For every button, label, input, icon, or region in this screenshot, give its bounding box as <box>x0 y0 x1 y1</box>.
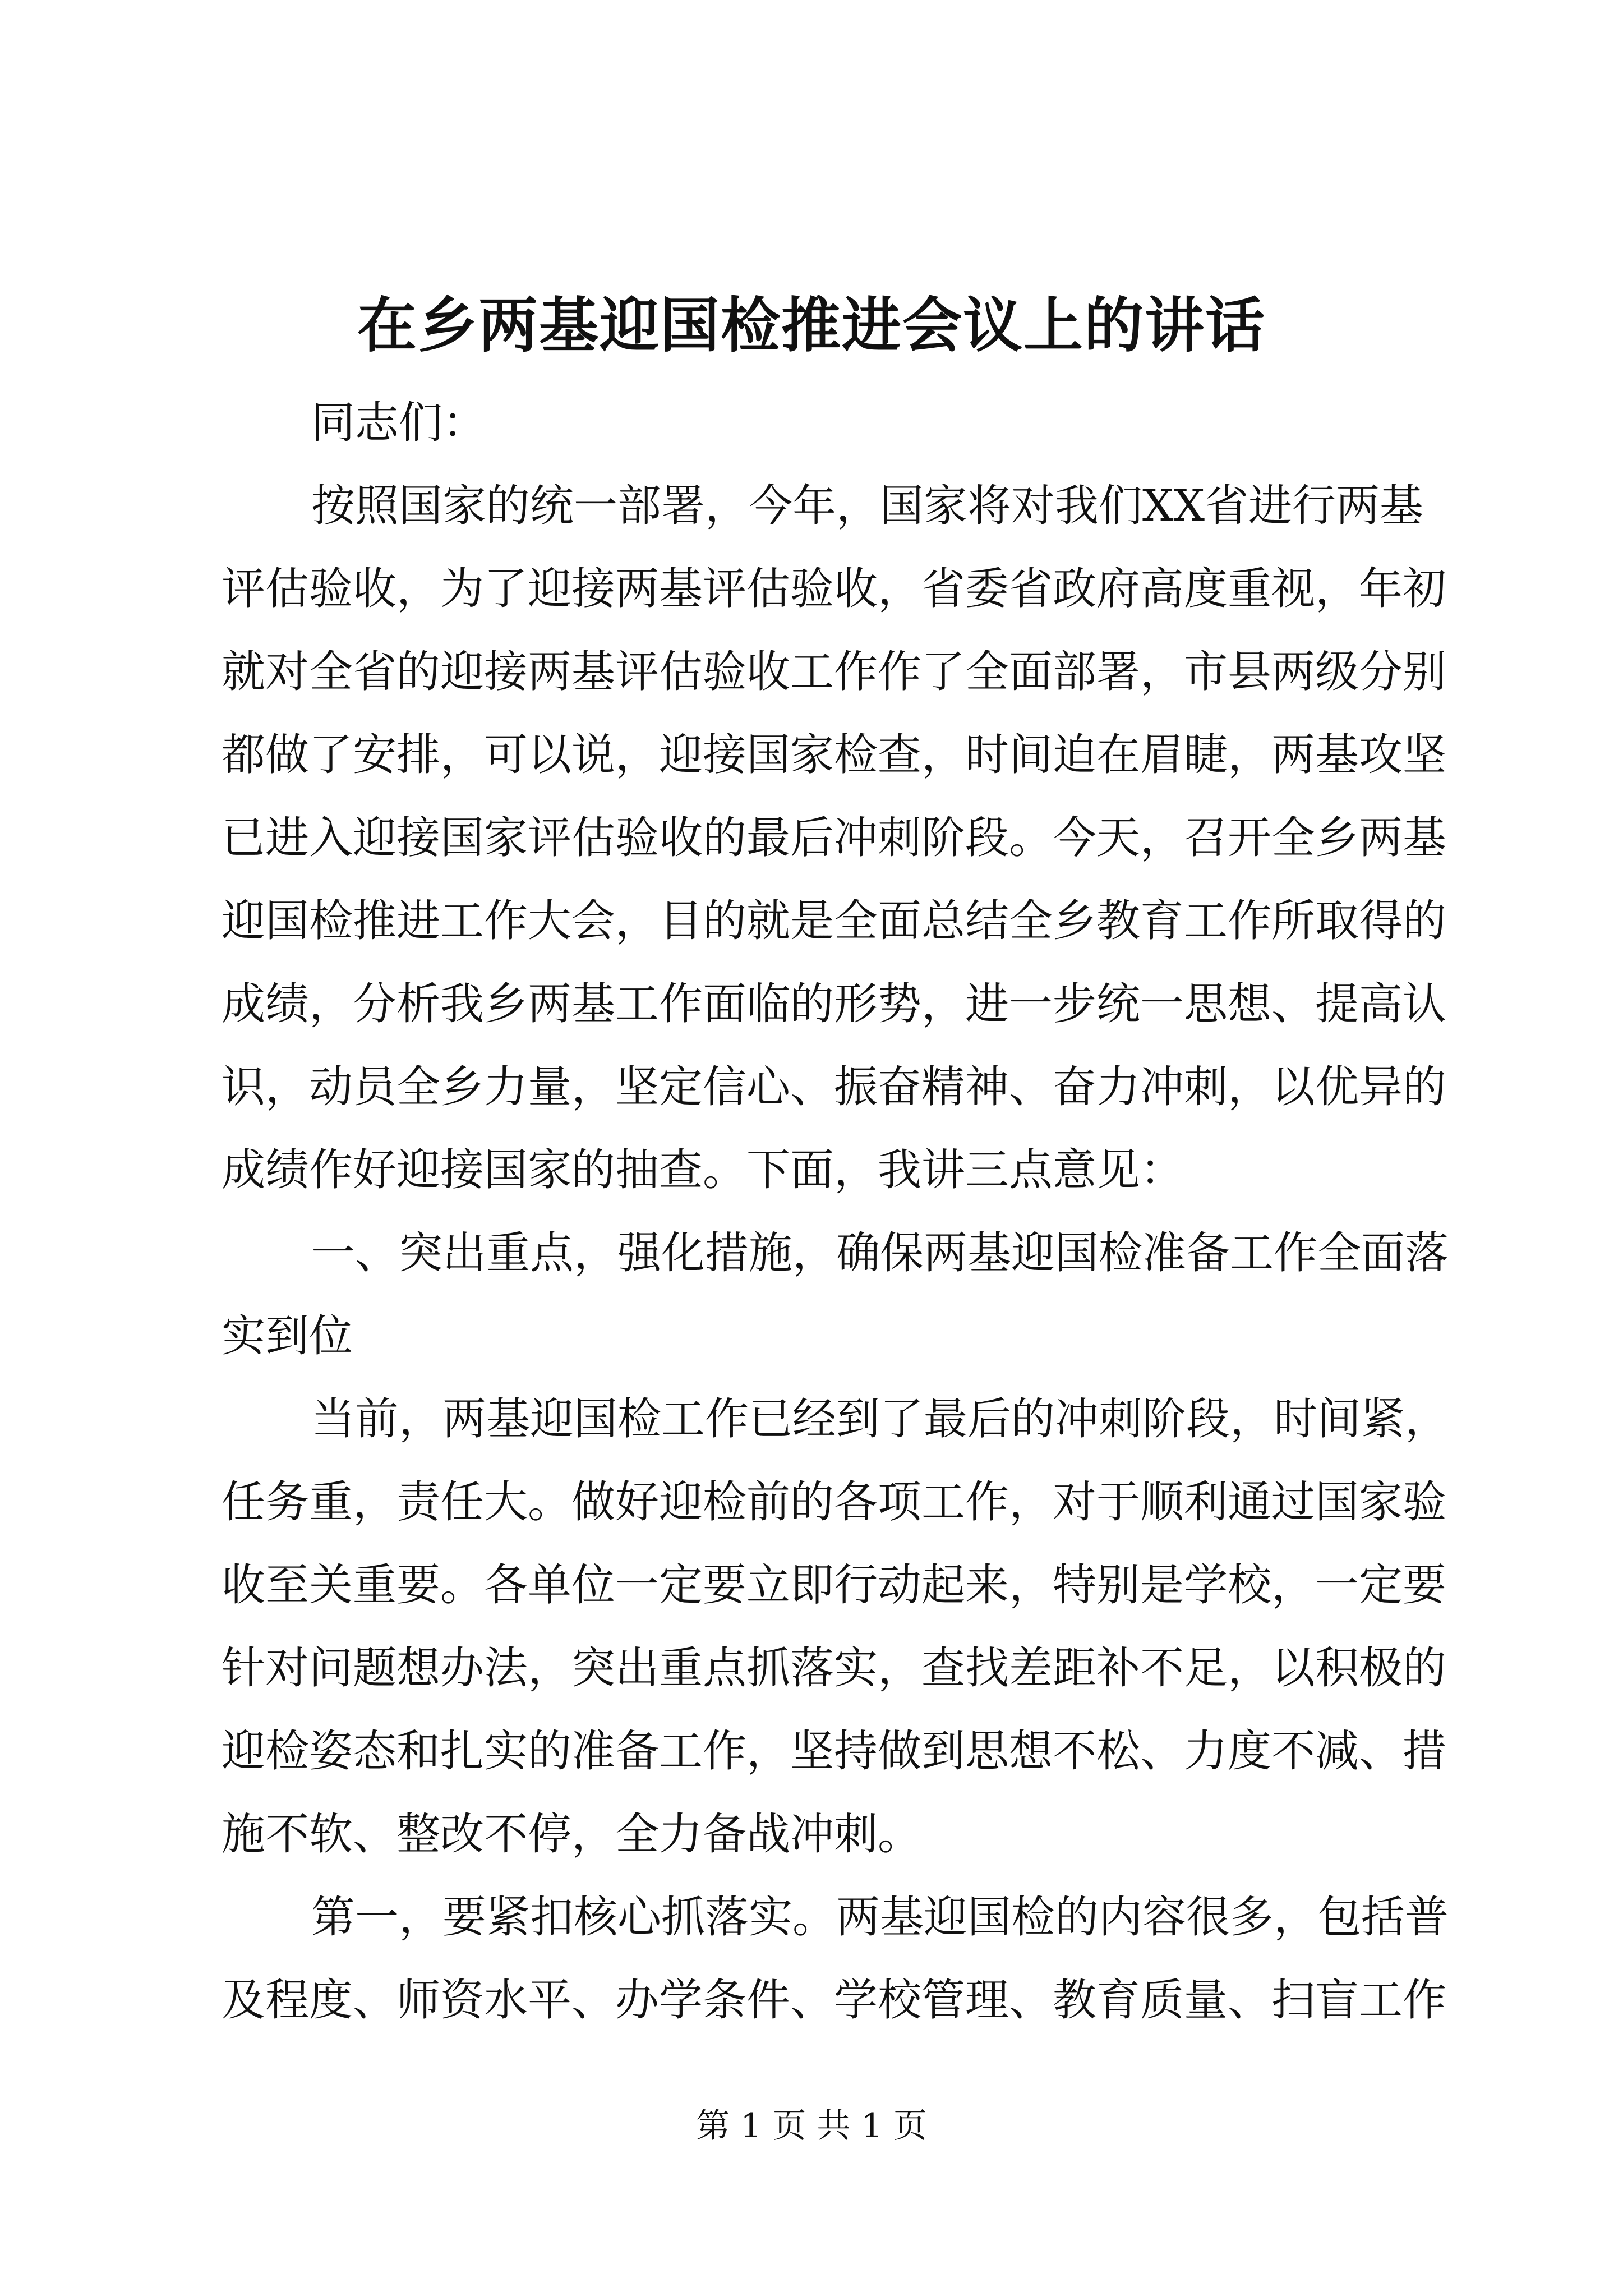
paragraph-1-line-2: 评估验收，为了迎接两基评估验收，省委省政府高度重视，年初 <box>222 564 1447 614</box>
paragraph-3-line-2: 及程度、师资水平、办学条件、学校管理、教育质量、扫盲工作 <box>222 1975 1447 2026</box>
paragraph-2-line-3: 收至关重要。各单位一定要立即行动起来，特别是学校，一定要 <box>222 1560 1447 1611</box>
paragraph-1-line-9: 成绩作好迎接国家的抽查。下面，我讲三点意见： <box>222 1145 1184 1195</box>
paragraph-2-line-5: 迎检姿态和扎实的准备工作，坚持做到思想不松、力度不减、措 <box>222 1726 1447 1777</box>
paragraph-3-line-1: 第一，要紧扣核心抓落实。两基迎国检的内容很多，包括普 <box>311 1892 1449 1943</box>
paragraph-2-line-4: 针对问题想办法，突出重点抓落实，查找差距补不足，以积极的 <box>222 1643 1447 1694</box>
paragraph-1-line-5: 已进入迎接国家评估验收的最后冲刺阶段。今天，召开全乡两基 <box>222 813 1447 863</box>
section-heading-line-2: 实到位 <box>222 1311 353 1361</box>
paragraph-1-line-7: 成绩，分析我乡两基工作面临的形势，进一步统一思想、提高认 <box>222 979 1447 1029</box>
paragraph-2-line-1: 当前，两基迎国检工作已经到了最后的冲刺阶段，时间紧， <box>311 1394 1449 1444</box>
paragraph-2-line-6: 施不软、整改不停，全力备战冲刺。 <box>222 1809 922 1860</box>
paragraph-1-line-3: 就对全省的迎接两基评估验收工作作了全面部署，市县两级分别 <box>222 647 1447 697</box>
section-heading-line-1: 一、突出重点，强化措施，确保两基迎国检准备工作全面落 <box>311 1228 1449 1278</box>
paragraph-1-line-6: 迎国检推进工作大会，目的就是全面总结全乡教育工作所取得的 <box>222 896 1447 946</box>
paragraph-1-line-4: 都做了安排，可以说，迎接国家检查，时间迫在眉睫，两基攻坚 <box>222 730 1447 780</box>
paragraph-2-line-2: 任务重，责任大。做好迎检前的各项工作，对于顺利通过国家验 <box>222 1477 1447 1527</box>
document-title: 在乡两基迎国检推进会议上的讲话 <box>357 290 1266 360</box>
document-body <box>222 381 1449 2042</box>
page-footer: 第 1 页 共 1 页 <box>696 2106 927 2146</box>
salutation-line: 同志们： <box>311 398 487 448</box>
paragraph-1-line-1: 按照国家的统一部署，今年，国家将对我们XX省进行两基 <box>311 481 1424 531</box>
paragraph-1-line-8: 识，动员全乡力量，坚定信心、振奋精神、奋力冲刺，以优异的 <box>222 1062 1447 1112</box>
